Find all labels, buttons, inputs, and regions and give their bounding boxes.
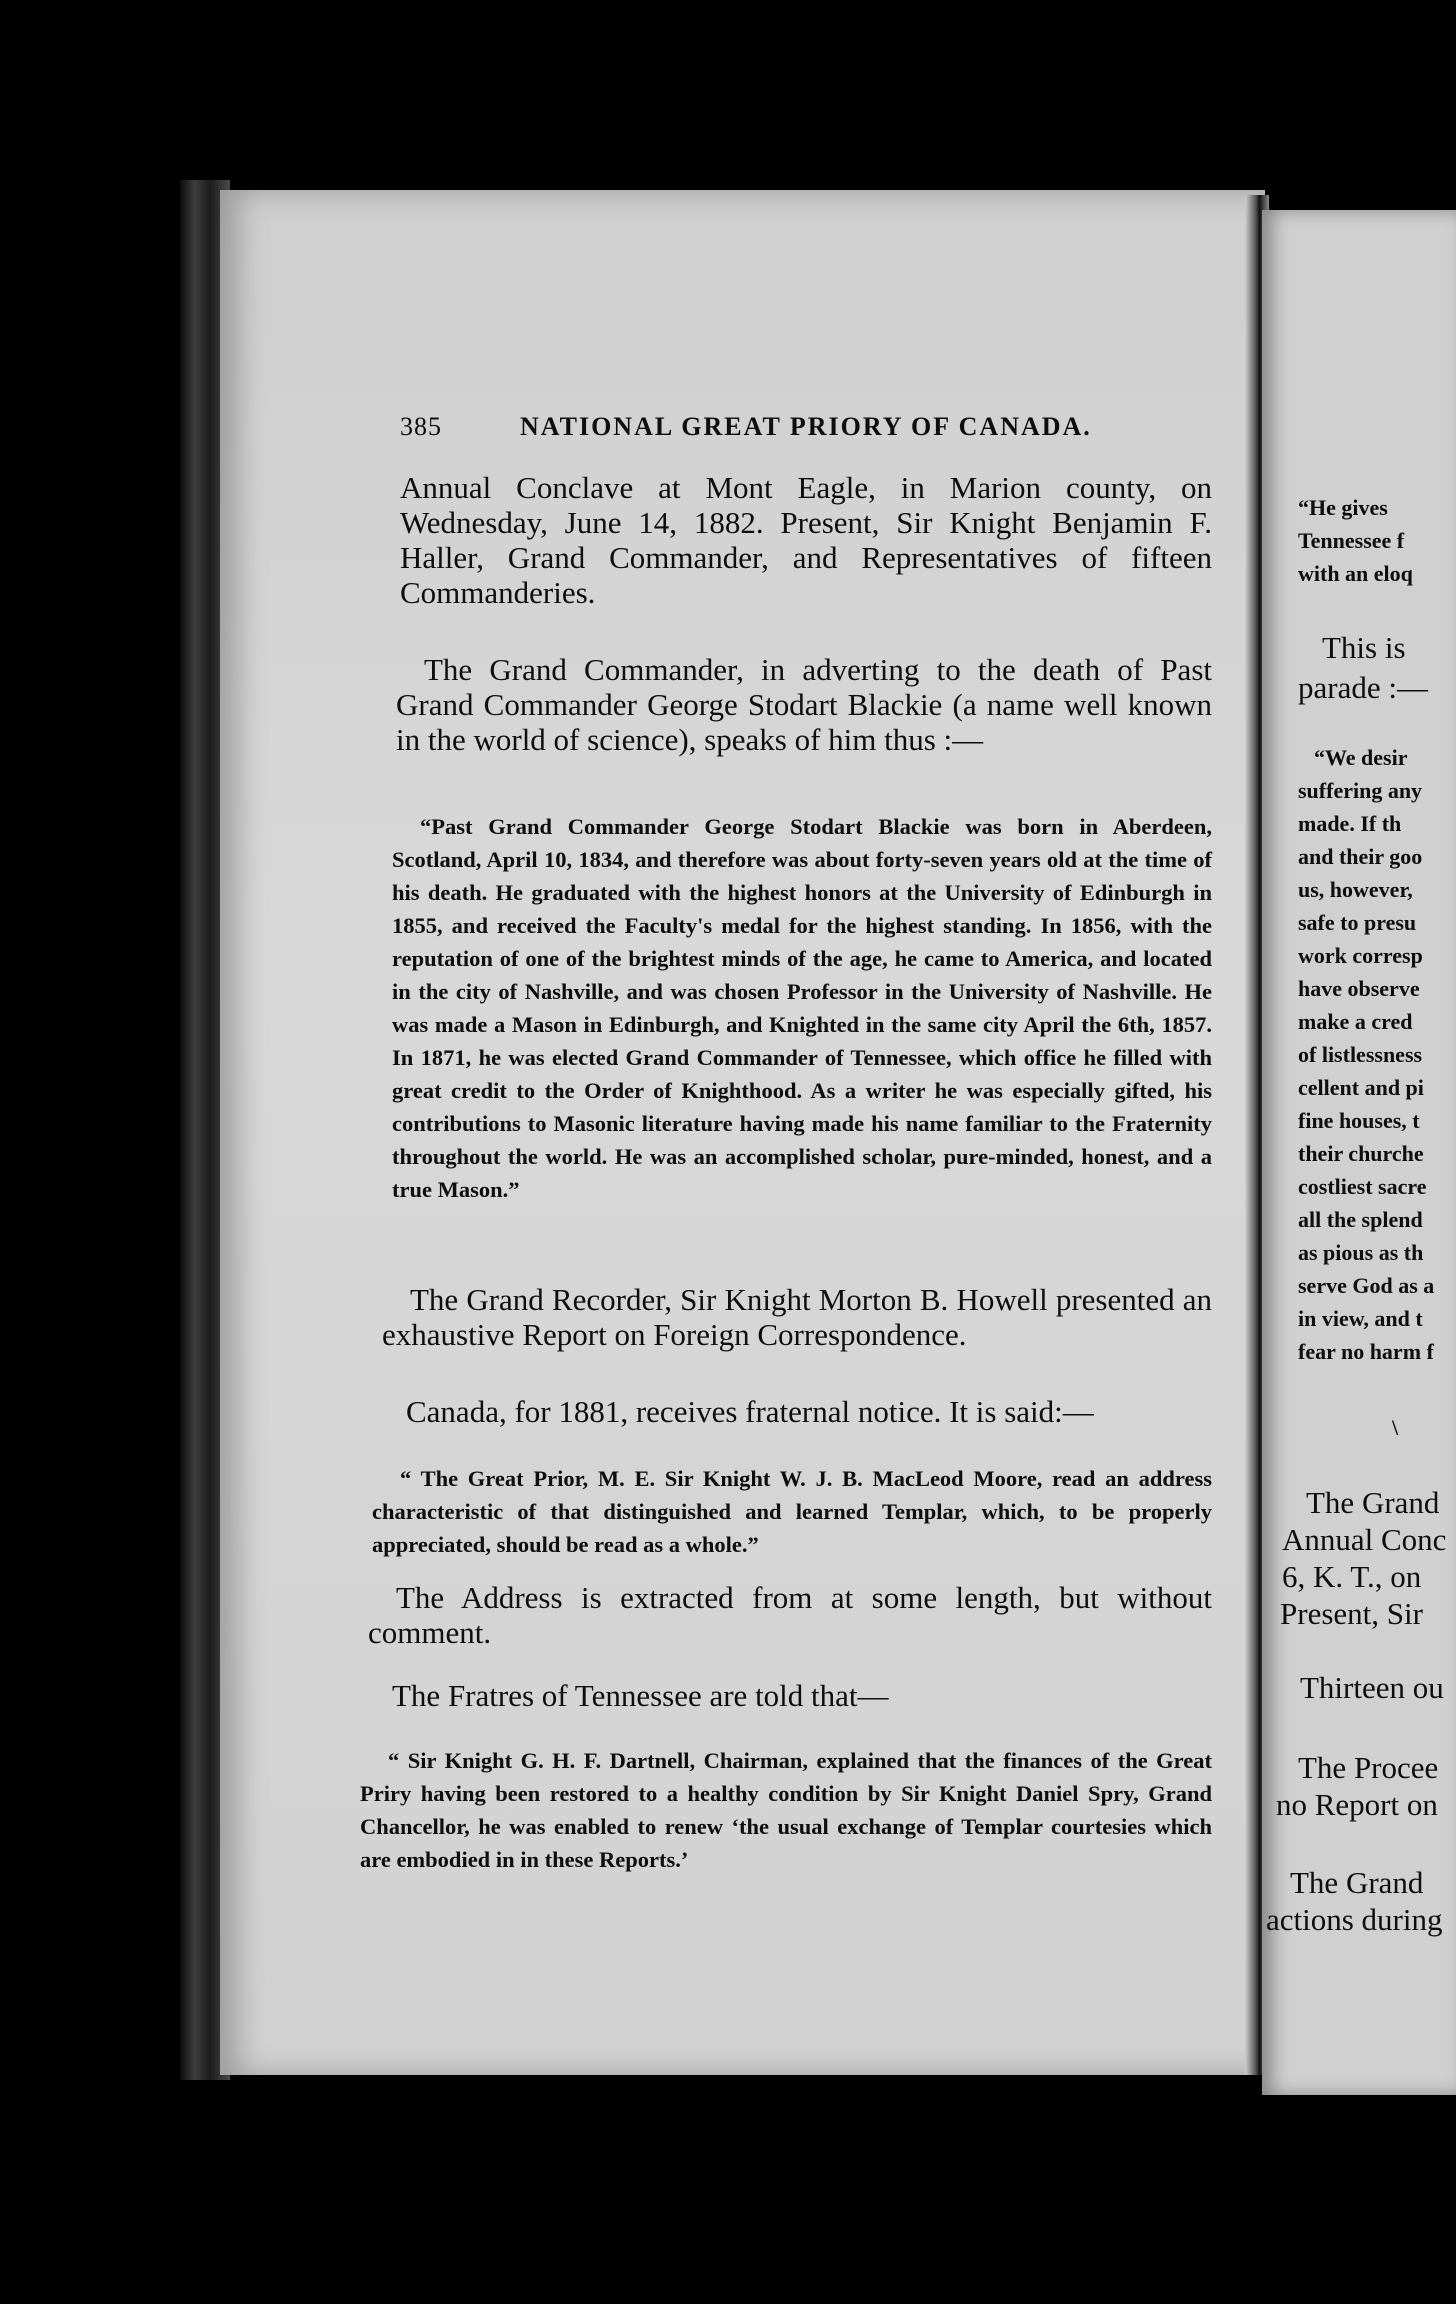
right-line: safe to presu bbox=[1298, 910, 1417, 935]
quote-blackie-obituary: “Past Grand Commander George Stodart Blackie was born in Aberdeen, Scotland, April 10, 1834, and therefore was about forty-seven years old at the time of his death. He graduated with the highest honors at the University of Edinburgh in 1855, and received the Faculty's medal for the highest standing. In 1856, with the reputation of one of the brightest minds of the age, he came to America, and located in the city of Nashville, and was chosen Professor in the University of Nashville. He was made a Mason in Edinburgh, and Knighted in the same city April the 6th, 1857. In 1871, he was elected Grand Commander of Tennessee, which office he filled with great credit to the Order of Knighthood. As a writer he was especially gifted, his contributions to Masonic literature having made his name familiar to the Fraternity throughout the world. He was an accomplished scholar, pure-minded, honest, and a true Mason.” bbox=[392, 814, 1212, 1202]
right-line: make a cred bbox=[1298, 1009, 1413, 1034]
right-line: costliest sacre bbox=[1298, 1174, 1427, 1199]
left-page bbox=[220, 190, 1265, 2075]
quote-dartnell: “ Sir Knight G. H. F. Dartnell, Chairman, explained that the finances of the Great Priry having been restored to a healthy condition by Sir Knight Daniel Spry, Grand Chancellor, he was enabled to renew ‘the usual exchange of Templar courtesies which are embodied in in these Reports.’ bbox=[360, 1748, 1212, 1872]
paragraph-address: The Address is extracted from at some length, but without comment. bbox=[368, 1580, 1212, 1650]
right-line: have observe bbox=[1298, 976, 1420, 1001]
quote-great-prior: “ The Great Prior, M. E. Sir Knight W. J. B. MacLeod Moore, read an address characteristic of that distinguished and learned Templar, which, to be properly appreciated, should be read as a whole.” bbox=[372, 1466, 1212, 1557]
right-line: serve God as a bbox=[1298, 1273, 1435, 1298]
right-line: in view, and t bbox=[1298, 1306, 1423, 1331]
right-line: as pious as th bbox=[1298, 1240, 1424, 1265]
right-line: and their goo bbox=[1298, 844, 1423, 869]
right-line: fear no harm f bbox=[1298, 1339, 1434, 1364]
right-line: The Grand bbox=[1290, 1865, 1424, 1900]
page-header bbox=[400, 412, 1360, 452]
right-line: “He gives bbox=[1298, 495, 1388, 520]
right-line: Annual Conc bbox=[1282, 1522, 1447, 1557]
right-line: suffering any bbox=[1298, 778, 1423, 803]
right-line: 6, K. T., on bbox=[1282, 1559, 1422, 1594]
right-line: Thirteen ou bbox=[1300, 1670, 1444, 1705]
right-line: with an eloq bbox=[1298, 561, 1413, 586]
paragraph-grand-recorder: The Grand Recorder, Sir Knight Morton B. Howell presented an exhaustive Report on Foreign Correspondence. bbox=[382, 1282, 1212, 1352]
paragraph-conclave: Annual Conclave at Mont Eagle, in Marion county, on Wednesday, June 14, 1882. Present, Sir Knight Benjamin F. Haller, Grand Commander, and Representatives of fifteen Commanderies. bbox=[400, 470, 1212, 610]
paragraph-fratres: The Fratres of Tennessee are told that— bbox=[392, 1678, 889, 1713]
right-line: us, however, bbox=[1298, 877, 1413, 902]
page-number: 385 bbox=[400, 412, 442, 441]
right-line: no Report on bbox=[1276, 1787, 1438, 1822]
right-line: their churche bbox=[1298, 1141, 1424, 1166]
paragraph-grand-commander: The Grand Commander, in adverting to the death of Past Grand Commander George Stodart Blackie (a name well known in the world of science), speaks of him thus :— bbox=[396, 652, 1212, 757]
right-line: actions during bbox=[1266, 1902, 1443, 1937]
right-line: work corresp bbox=[1298, 943, 1423, 968]
right-line: “We desir bbox=[1314, 745, 1408, 770]
right-line: This is bbox=[1322, 630, 1406, 665]
right-line: \ bbox=[1392, 1415, 1399, 1440]
right-line: The Procee bbox=[1298, 1750, 1439, 1785]
right-line: cellent and pi bbox=[1298, 1075, 1424, 1100]
running-head: NATIONAL GREAT PRIORY OF CANADA. bbox=[520, 412, 1092, 441]
right-line: all the splend bbox=[1298, 1207, 1423, 1232]
right-line: fine houses, t bbox=[1298, 1108, 1420, 1133]
right-line: The Grand bbox=[1306, 1485, 1440, 1520]
paragraph-canada-notice: Canada, for 1881, receives fraternal notice. It is said:— bbox=[406, 1394, 1094, 1429]
right-line: parade :— bbox=[1298, 670, 1428, 705]
right-line: Present, Sir bbox=[1280, 1596, 1423, 1631]
right-line: made. If th bbox=[1298, 811, 1402, 836]
right-page-partial bbox=[1262, 210, 1456, 2095]
right-line: of listlessness bbox=[1298, 1042, 1423, 1067]
right-line: Tennessee f bbox=[1298, 528, 1405, 553]
